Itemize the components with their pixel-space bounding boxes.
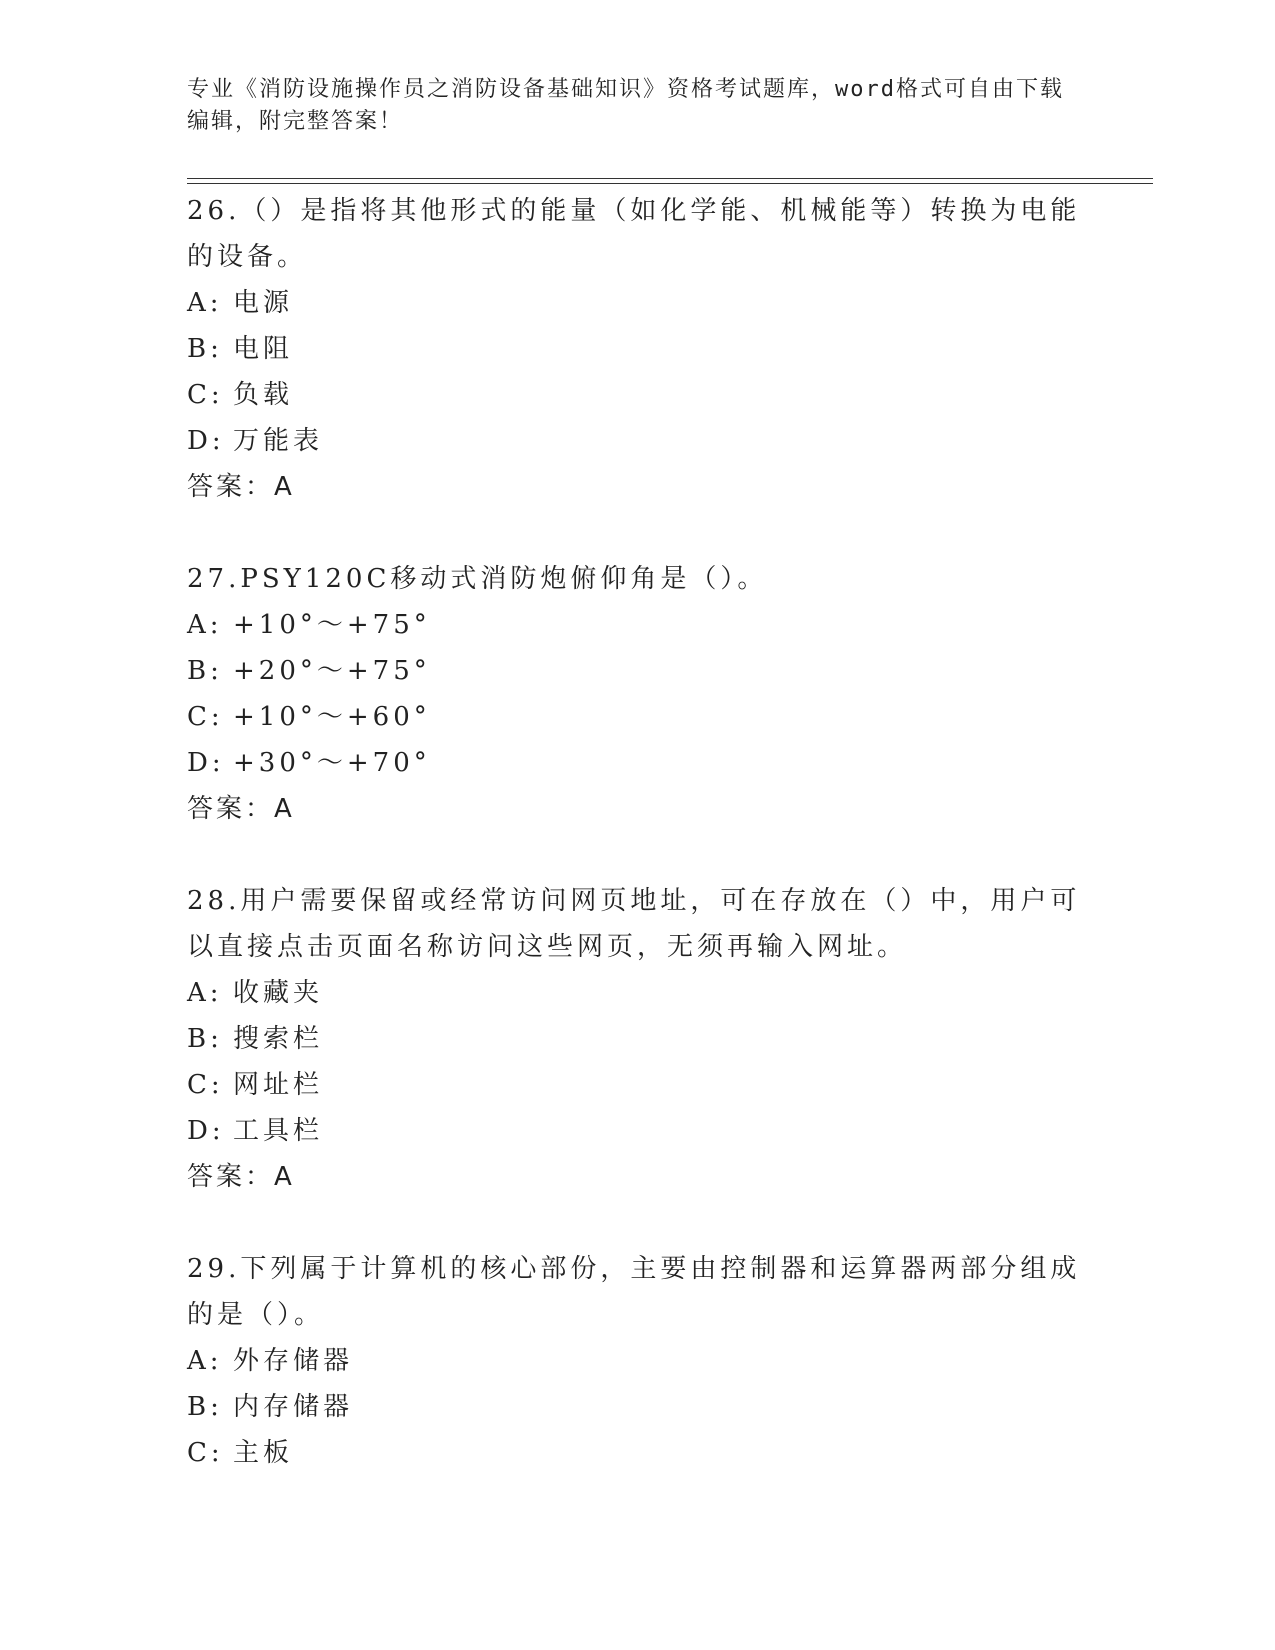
question-list <box>187 188 1087 1476</box>
option-d <box>187 740 1087 786</box>
question-27 <box>187 556 1087 832</box>
option-text: 电源 <box>233 288 294 318</box>
question-26 <box>187 188 1087 510</box>
option-c <box>187 1430 1087 1476</box>
question-stem: 26.（）是指将其他形式的能量（如化学能、机械能等）转换为电能的设备。 <box>187 196 1081 272</box>
option-letter: A: <box>187 288 223 318</box>
option-letter: D: <box>187 748 225 778</box>
option-letter: B: <box>187 1024 223 1054</box>
option-text: 网址栏 <box>233 1070 324 1100</box>
option-letter: B: <box>187 656 223 686</box>
option-text: 工具栏 <box>233 1116 324 1146</box>
option-letter: B: <box>187 334 223 364</box>
question-spacer <box>187 510 1087 556</box>
option-letter: C: <box>187 702 224 732</box>
option-a <box>187 602 1087 648</box>
option-letter: C: <box>187 1438 224 1468</box>
question-29 <box>187 1246 1087 1476</box>
option-letter: A: <box>187 978 223 1008</box>
option-text: 收藏夹 <box>233 978 324 1008</box>
option-text: 电阻 <box>233 334 294 364</box>
question-stem: 29.下列属于计算机的核心部份，主要由控制器和运算器两部分组成的是（）。 <box>187 1254 1081 1330</box>
option-letter: B: <box>187 1392 223 1422</box>
option-b <box>187 1016 1087 1062</box>
option-letter: D: <box>187 1116 225 1146</box>
option-d <box>187 418 1087 464</box>
answer-line: 答案：A <box>187 472 295 502</box>
option-text: 内存储器 <box>233 1392 354 1422</box>
question-spacer <box>187 832 1087 878</box>
option-b <box>187 326 1087 372</box>
option-d <box>187 1108 1087 1154</box>
option-letter: D: <box>187 426 225 456</box>
header-divider-top <box>187 178 1153 179</box>
question-stem: 27.PSY120C移动式消防炮俯仰角是（）。 <box>187 564 768 594</box>
option-letter: C: <box>187 1070 224 1100</box>
option-text: +20°～+75° <box>233 656 431 686</box>
option-text: +30°～+70° <box>233 748 431 778</box>
header-divider-bottom <box>187 183 1153 184</box>
question-spacer <box>187 1200 1087 1246</box>
option-a <box>187 970 1087 1016</box>
option-letter: A: <box>187 610 223 640</box>
option-c <box>187 372 1087 418</box>
answer-line: 答案：A <box>187 1162 295 1192</box>
option-text: 主板 <box>233 1438 294 1468</box>
option-text: 负载 <box>233 380 294 410</box>
option-b <box>187 1384 1087 1430</box>
option-text: 搜索栏 <box>233 1024 324 1054</box>
question-stem: 28.用户需要保留或经常访问网页地址，可在存放在（）中，用户可以直接点击页面名称访问这些网页，无须再输入网址。 <box>187 886 1081 962</box>
option-c <box>187 1062 1087 1108</box>
option-text: +10°～+75° <box>233 610 431 640</box>
option-letter: A: <box>187 1346 223 1376</box>
answer-line: 答案：A <box>187 794 295 824</box>
option-text: 万能表 <box>233 426 324 456</box>
option-a <box>187 280 1087 326</box>
option-b <box>187 648 1087 694</box>
option-text: +10°～+60° <box>233 702 431 732</box>
option-c <box>187 694 1087 740</box>
question-28 <box>187 878 1087 1200</box>
option-letter: C: <box>187 380 224 410</box>
option-a <box>187 1338 1087 1384</box>
option-text: 外存储器 <box>233 1346 354 1376</box>
document-intro: 专业《消防设施操作员之消防设备基础知识》资格考试题库，word格式可自由下载编辑，附完整答案！ <box>187 77 1064 134</box>
